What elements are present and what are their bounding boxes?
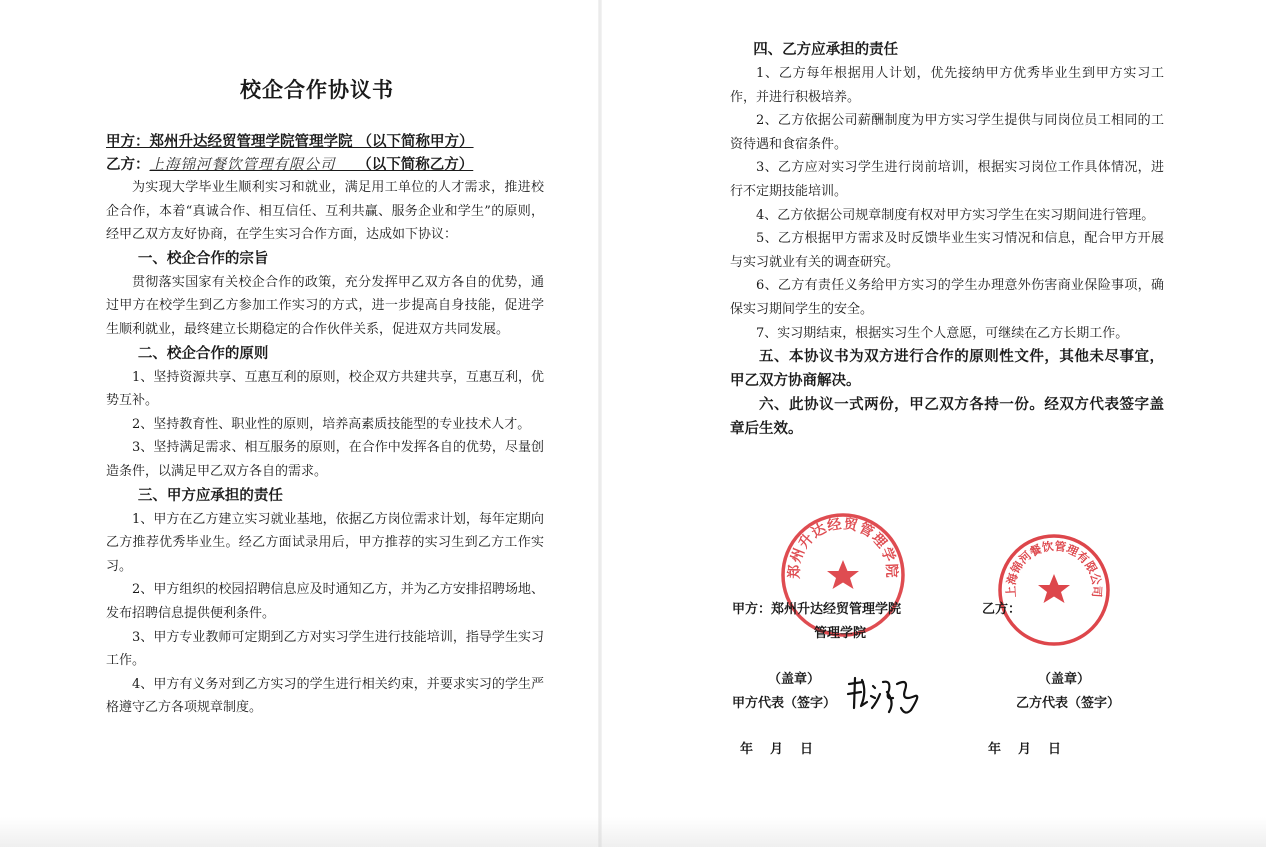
- section-4-item-4: 4、乙方依据公司规章制度有权对甲方实习学生在实习期间进行管理。: [756, 207, 1155, 223]
- section-4-item-1: 1、乙方每年根据用人计划，优先接纳甲方优秀毕业生到甲方实习工作，并进行积极培养。: [730, 66, 1164, 105]
- party-a-sign-sub: 管理学院: [814, 626, 867, 641]
- section-2-title: 二、校企合作的原则: [137, 345, 269, 362]
- party-b-prefix: 乙方：: [106, 157, 150, 173]
- party-a-sign-label: 甲方：郑州升达经贸管理学院: [732, 602, 902, 617]
- section-1-title: 一、校企合作的宗旨: [137, 250, 269, 267]
- section-4-item-7: 7、实习期结束，根据实习生个人意愿，可继续在乙方长期工作。: [756, 325, 1129, 341]
- party-a-seal: [778, 510, 908, 640]
- party-b-name-handwritten: 上海锦河餐饮管理有限公司 （以下简称乙方）: [149, 157, 474, 173]
- section-3-item-2: 2、甲方组织的校园招聘信息应及时通知乙方，并为乙方安排招聘场地、发布招聘信息提供便利条件。: [106, 582, 544, 621]
- party-a-seal-text: 郑州升达经贸管理学院: [786, 516, 900, 579]
- party-a-line: [106, 130, 474, 151]
- party-b-seal: [996, 532, 1112, 648]
- party-b-rep-label: 乙方代表（签字）: [1016, 696, 1121, 711]
- star-icon: [827, 560, 859, 589]
- section-4-item-5: 5、乙方根据甲方需求及时反馈毕业生实习情况和信息，配合甲方开展与实习就业有关的调查研究。: [730, 231, 1164, 270]
- star-icon: [1038, 574, 1070, 603]
- section-4-item-2: 2、乙方依据公司薪酬制度为甲方实习学生提供与同岗位员工相同的工资待遇和食宿条件。: [730, 113, 1164, 152]
- document-title: 校企合作协议书: [240, 78, 394, 102]
- section-3-item-1: 1、甲方在乙方建立实习就业基地，依据乙方岗位需求计划，每年定期向乙方推荐优秀毕业生。经乙方面试录用后，甲方推荐的实习生到乙方工作实习。: [106, 511, 544, 574]
- section-2-item-3: 3、坚持满足需求、相互服务的原则，在合作中发挥各自的优势，尽量创造条件，以满足甲乙双方各自的需求。: [106, 440, 544, 479]
- party-a-text: 甲方：郑州升达经贸管理学院管理学院 （以下简称甲方）: [106, 134, 474, 150]
- section-4-item-3: 3、乙方应对实习学生进行岗前培训，根据实习岗位工作具体情况，进行不定期技能培训。: [730, 160, 1164, 199]
- section-5-clause: 五、本协议书为双方进行合作的原则性文件，其他未尽事宜，甲乙双方协商解决。: [730, 349, 1164, 390]
- party-b-seal-label: （盖章）: [1038, 672, 1091, 687]
- page-fold: [598, 0, 602, 847]
- section-3-item-3: 3、甲方专业教师可定期到乙方对实习学生进行技能培训，指导学生实习工作。: [106, 629, 544, 669]
- party-b-seal-text: 上海锦河餐饮管理有限公司: [1003, 538, 1105, 598]
- right-body: [730, 38, 1164, 441]
- section-1-paragraph: 贯彻落实国家有关校企合作的政策，充分发挥甲乙双方各自的优势，通过甲方在校学生到乙方参加工作实习的方式，进一步提高自身技能，促进学生顺利就业，最终建立长期稳定的合作伙伴关系，促进双方共同发展。: [106, 274, 544, 337]
- party-b-sign-label: 乙方：: [982, 602, 1022, 617]
- section-2-item-1: 1、坚持资源共享、互惠互利的原则，校企双方共建共享，互惠互利，优势互补。: [106, 369, 544, 409]
- section-3-title: 三、甲方应承担的责任: [137, 487, 283, 504]
- left-body: [106, 176, 544, 720]
- section-2-item-2: 2、坚持教育性、职业性的原则，培养高素质技能型的专业技术人才。: [132, 416, 531, 432]
- intro-paragraph: 为实现大学毕业生顺利实习和就业，满足用工单位的人才需求，推进校企合作，本着“真诚合作、相互信任、互利共赢、服务企业和学生”的原则，经甲乙双方友好协商，在学生实习合作方面，达成如下协议：: [106, 180, 544, 243]
- party-b-date: 年 月 日: [988, 742, 1064, 757]
- party-b-line: [106, 153, 473, 174]
- section-4-item-6: 6、乙方有责任义务给甲方实习的学生办理意外伤害商业保险事项，确保实习期间学生的安全。: [730, 278, 1164, 317]
- page-bottom-shadow: [0, 817, 1266, 847]
- section-4-title: 四、乙方应承担的责任: [753, 42, 899, 58]
- party-a-date: 年 月 日: [740, 742, 816, 757]
- party-a-seal-label: （盖章）: [768, 672, 821, 687]
- section-3-item-4: 4、甲方有义务对到乙方实习的学生进行相关约束，并要求实习的学生严格遵守乙方各项规章制度。: [106, 676, 544, 716]
- party-a-handwritten-signature: [845, 672, 925, 718]
- section-6-clause: 六、此协议一式两份，甲乙双方各持一份。经双方代表签字盖章后生效。: [730, 397, 1164, 438]
- party-a-rep-label: 甲方代表（签字）: [732, 696, 837, 711]
